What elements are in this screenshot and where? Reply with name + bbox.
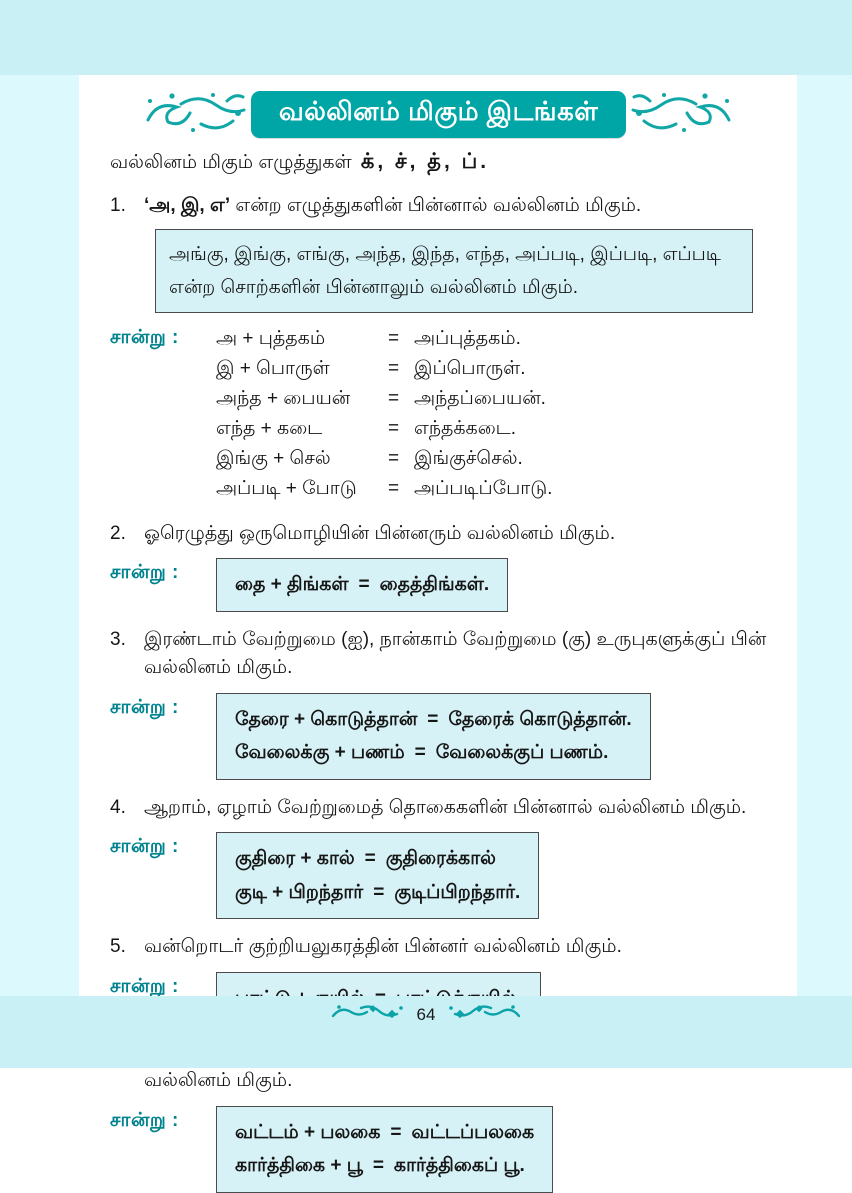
footer-ornament-left-icon	[331, 1003, 405, 1026]
equals-sign: =	[388, 477, 400, 499]
floral-flourish-left-icon	[143, 89, 247, 140]
section-1	[110, 192, 767, 506]
example-label: சான்று :	[110, 327, 179, 348]
section-6-examples	[110, 1106, 767, 1193]
example-box	[216, 693, 651, 780]
example-label: சான்று :	[110, 696, 179, 718]
example-row: வேலைக்கு + பணம் = வேலைக்குப் பணம்.	[235, 738, 632, 767]
example-box	[216, 1106, 553, 1193]
floral-flourish-right-icon	[630, 89, 734, 140]
decorative-border-top	[0, 0, 852, 75]
example-row: கார்த்திகை + பூ = கார்த்திகைப் பூ.	[235, 1151, 534, 1180]
example-label: சான்று :	[110, 562, 179, 584]
decorative-border-bottom	[0, 996, 852, 1068]
example-box	[216, 832, 539, 919]
section-number: 1.	[110, 195, 126, 216]
section-number: 2.	[110, 522, 126, 544]
equals-sign: =	[414, 742, 426, 764]
example-row: எந்த + கடை = எந்தக்கடை.	[216, 416, 552, 443]
intro-text: வல்லினம் மிகும் எழுத்துகள்	[110, 152, 352, 173]
section-3	[110, 626, 767, 780]
heading-text: ஓரெழுத்து ஒருமொழியின் பின்னரும் வல்லினம் மிகும்.	[144, 522, 616, 544]
example-label: சான்று :	[110, 1109, 179, 1131]
example-label: சான்று :	[110, 836, 179, 858]
page-title: வல்லினம் மிகும் இடங்கள்	[251, 91, 626, 138]
title-banner-row	[110, 89, 767, 140]
section-number: 3.	[110, 628, 126, 650]
section-4	[110, 794, 767, 919]
heading-text: வன்றொடர் குற்றியலுகரத்தின் பின்னர் வல்லினம் மிகும்.	[144, 936, 622, 957]
example-row: இங்கு + செல் = இங்குச்செல்.	[216, 446, 552, 473]
section-1-examples	[110, 323, 767, 506]
example-box	[216, 558, 508, 611]
example-row: குதிரை + கால் = குதிரைக்கால்	[235, 844, 520, 873]
equals-sign: =	[388, 417, 400, 439]
equals-sign: =	[364, 848, 376, 870]
section-2-examples	[110, 558, 767, 611]
footer-ornament-right-icon	[447, 1003, 521, 1026]
example-row: தை + திங்கள் = தைத்திங்கள்.	[235, 570, 489, 599]
heading-emphasis: ‘அ, இ, எ’	[144, 195, 231, 216]
section-4-heading	[110, 794, 767, 823]
section-5-heading	[110, 933, 767, 962]
vallinam-letters: க், ச், த், ப்.	[360, 150, 490, 173]
section-number: 5.	[110, 936, 126, 957]
section-4-examples	[110, 832, 767, 919]
heading-text: இரண்டாம் வேற்றுமை (ஐ), நான்காம் வேற்றுமை (கு) உருபுகளுக்குப் பின் வல்லினம் மிகும்.	[144, 628, 767, 679]
equals-sign: =	[388, 357, 400, 379]
equals-sign: =	[373, 881, 385, 903]
section-number: 4.	[110, 796, 126, 818]
example-row: இ + பொருள் = இப்பொருள்.	[216, 356, 552, 383]
example-list	[216, 323, 552, 506]
equals-sign: =	[358, 574, 370, 596]
page-footer	[331, 1003, 522, 1026]
equals-sign: =	[390, 1121, 402, 1143]
example-label: சான்று :	[110, 975, 179, 997]
example-row: வட்டம் + பலகை = வட்டப்பலகை	[235, 1118, 534, 1147]
equals-sign: =	[388, 328, 400, 349]
section-3-heading	[110, 626, 767, 683]
equals-sign: =	[372, 1155, 384, 1177]
equals-sign: =	[427, 708, 439, 730]
example-row: குடி + பிறந்தார் = குடிப்பிறந்தார்.	[235, 878, 520, 907]
heading-text: வல்லினம் மிகும்.	[144, 1070, 293, 1092]
section-2-heading	[110, 520, 767, 549]
rule-note-box: அங்கு, இங்கு, எங்கு, அந்த, இந்த, எந்த, அப்படி, இப்படி, எப்படி என்ற சொற்களின் பின்னாலும் வல்லினம் மிகும்.	[155, 229, 753, 314]
example-row: அ + புத்தகம் = அப்புத்தகம்.	[216, 326, 552, 353]
equals-sign: =	[388, 447, 400, 469]
page-number: 64	[416, 1004, 436, 1024]
example-row: அப்படி + போடு = அப்படிப்போடு.	[216, 476, 552, 503]
heading-text: என்ற எழுத்துகளின் பின்னால் வல்லினம் மிகும்.	[230, 195, 642, 216]
equals-sign: =	[388, 387, 400, 409]
section-2	[110, 520, 767, 612]
section-1-heading	[110, 192, 767, 221]
intro-line	[110, 150, 767, 176]
example-row: தேரை + கொடுத்தான் = தேரைக் கொடுத்தான்.	[235, 705, 632, 734]
heading-text: ஆறாம், ஏழாம் வேற்றுமைத் தொகைகளின் பின்னால் வல்லினம் மிகும்.	[144, 796, 747, 818]
example-row: அந்த + பையன் = அந்தப்பையன்.	[216, 386, 552, 413]
section-3-examples	[110, 693, 767, 780]
